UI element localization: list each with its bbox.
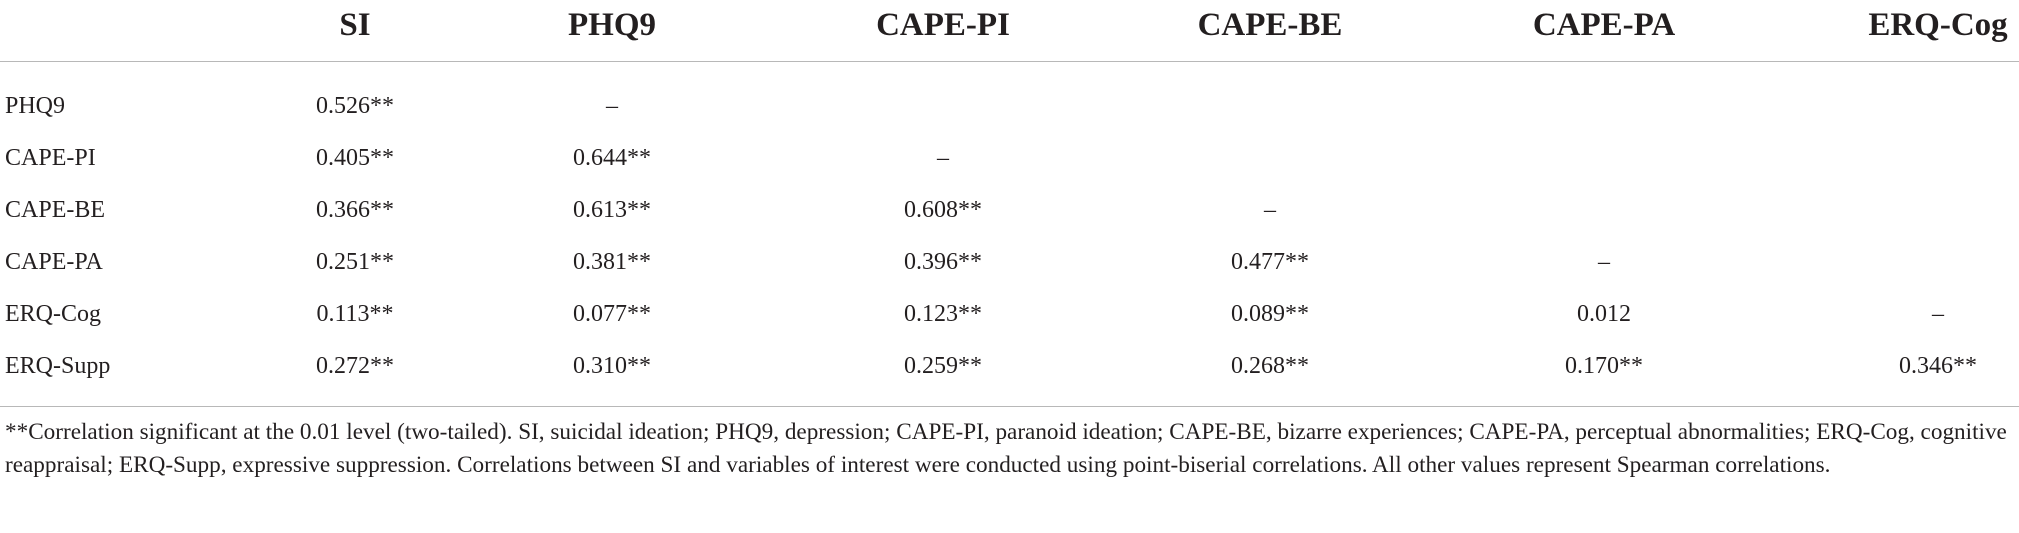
row-label: CAPE-PI (5, 145, 96, 171)
row-label: ERQ-Supp (5, 353, 111, 379)
table-cell: 0.123** (904, 301, 982, 327)
table-cell: 0.251** (316, 249, 394, 275)
table-cell: 0.077** (573, 301, 651, 327)
row-label: ERQ-Cog (5, 301, 101, 327)
table-row (0, 236, 2019, 288)
table-cell: 0.396** (904, 249, 982, 275)
table-cell: 0.346** (1899, 353, 1977, 379)
table-cell: – (937, 145, 949, 171)
table-header-row (0, 0, 2019, 50)
column-header-cape-pa: CAPE-PA (1532, 7, 1676, 43)
table-cell: 0.310** (573, 353, 651, 379)
table-row (0, 288, 2019, 340)
row-label: CAPE-PA (5, 249, 103, 275)
table-cell: 0.526** (316, 93, 394, 119)
table-cell: 0.608** (904, 197, 982, 223)
table-row (0, 340, 2019, 392)
table-cell: 0.089** (1231, 301, 1309, 327)
table-row (0, 184, 2019, 236)
column-header-cape-pi: CAPE-PI (876, 7, 1010, 43)
table-cell: – (1932, 301, 1944, 327)
table-cell: 0.644** (573, 145, 651, 171)
column-header-si: SI (339, 7, 371, 43)
table-cell: – (606, 93, 618, 119)
table-cell: 0.405** (316, 145, 394, 171)
column-header-cape-be: CAPE-BE (1197, 7, 1343, 43)
column-header-erq-cog: ERQ-Cog (1868, 7, 2008, 43)
column-header-phq9: PHQ9 (568, 7, 656, 43)
row-label: PHQ9 (5, 93, 66, 119)
table-cell: 0.012 (1577, 301, 1631, 327)
header-divider (0, 61, 2019, 62)
table-cell: – (1264, 197, 1276, 223)
footer-divider (0, 406, 2019, 407)
table-row (0, 80, 2019, 132)
table-cell: 0.613** (573, 197, 651, 223)
table-cell: 0.170** (1565, 353, 1643, 379)
table-cell: 0.268** (1231, 353, 1309, 379)
row-label: CAPE-BE (5, 197, 106, 223)
table-cell: – (1598, 249, 1610, 275)
table-row (0, 132, 2019, 184)
table-footnote: **Correlation significant at the 0.01 level (two-tailed). SI, suicidal ideation; PHQ9, depression; CAPE-PI, paranoid ideation; CAPE-BE, bizarre experiences; CAPE-PA, perceptual abnormalities; ERQ-Cog, cognitive reappraisal; ERQ-Supp, expressive suppression. Correlations between SI and variables of interest were conducted using point-biserial correlations. All other values represent Spearman correlations. (5, 419, 2007, 478)
table-cell: 0.381** (573, 249, 651, 275)
table-cell: 0.272** (316, 353, 394, 379)
table-cell: 0.477** (1231, 249, 1309, 275)
table-cell: 0.113** (316, 301, 394, 327)
table-cell: 0.259** (904, 353, 982, 379)
table-cell: 0.366** (316, 197, 394, 223)
